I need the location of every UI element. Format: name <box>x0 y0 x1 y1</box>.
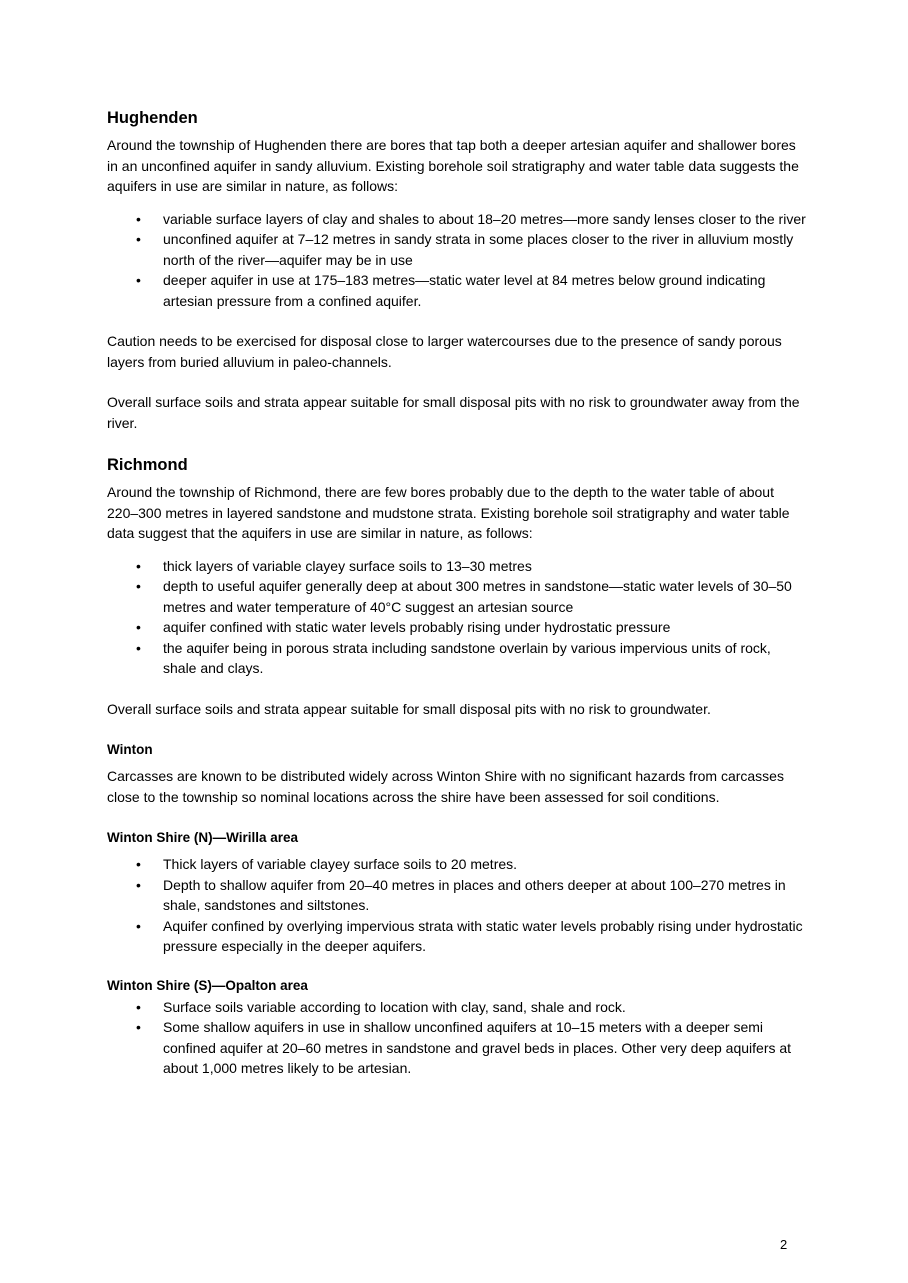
winton-north-bullet-list <box>107 854 807 957</box>
hughenden-intro: Around the township of Hughenden there are bores that tap both a deeper artesian aquifer and shallower bores in an unconfined aquifer in sandy alluvium. Existing borehole soil stratigraphy and water table data suggests the aquifers in use are similar in nature, as follows: <box>107 137 799 194</box>
hughenden-caution: Caution needs to be exercised for disposal close to larger watercourses due to the presence of sandy porous layers from buried alluvium in paleo-channels. <box>107 333 782 370</box>
winton-south-bullet-list <box>107 997 807 1079</box>
subsection-heading-winton-north: Winton Shire (N)—Wirilla area <box>107 830 299 845</box>
subsection-heading-winton-south: Winton Shire (S)—Opalton area <box>107 977 308 993</box>
list-item: • Surface soils variable according to location with clay, sand, shale and rock. <box>107 997 807 1018</box>
list-item: • variable surface layers of clay and shales to about 18–20 metres—more sandy lenses closer to the river <box>107 209 807 230</box>
list-item: • thick layers of variable clayey surface soils to 13–30 metres <box>107 556 807 577</box>
section-heading-winton: Winton <box>107 742 153 757</box>
list-item: • Aquifer confined by overlying impervious strata with static water levels probably rising under hydrostatic pressure especially in the deeper aquifers. <box>107 916 807 957</box>
list-item: • the aquifer being in porous strata including sandstone overlain by various impervious units of rock, shale and clays. <box>107 638 807 679</box>
section-heading-hughenden: Hughenden <box>107 109 198 127</box>
winton-intro: Carcasses are known to be distributed widely across Winton Shire with no significant hazards from carcasses close to the township so nominal locations across the shire have been assessed for soil conditions. <box>107 768 784 805</box>
list-item: • Thick layers of variable clayey surface soils to 20 metres. <box>107 854 807 875</box>
section-heading-richmond: Richmond <box>107 456 188 474</box>
document-page <box>107 108 807 1079</box>
hughenden-bullet-list <box>107 209 807 312</box>
list-item: • Some shallow aquifers in use in shallow unconfined aquifers at 10–15 meters with a deeper semi confined aquifer at 20–60 metres in sandstone and gravel beds in places. Other very deep aquifers at about 1,000 metres likely to be artesian. <box>107 1017 807 1079</box>
page-number: 2 <box>780 1237 788 1252</box>
richmond-bullet-list <box>107 556 807 679</box>
list-item: • deeper aquifer in use at 175–183 metres—static water level at 84 metres below ground indicating artesian pressure from a confined aquifer. <box>107 270 807 311</box>
richmond-overall: Overall surface soils and strata appear suitable for small disposal pits with no risk to groundwater. <box>107 700 711 717</box>
list-item: • aquifer confined with static water levels probably rising under hydrostatic pressure <box>107 617 807 638</box>
richmond-intro: Around the township of Richmond, there are few bores probably due to the depth to the water table of about 220–300 metres in layered sandstone and mudstone strata. Existing borehole soil stratigraphy and water table data suggest that the aquifers in use are similar in nature, as follows: <box>107 484 790 541</box>
list-item: • unconfined aquifer at 7–12 metres in sandy strata in some places closer to the river in alluvium mostly north of the river—aquifer may be in use <box>107 229 807 270</box>
hughenden-overall: Overall surface soils and strata appear suitable for small disposal pits with no risk to groundwater away from the river. <box>107 394 800 431</box>
list-item: • depth to useful aquifer generally deep at about 300 metres in sandstone—static water levels of 30–50 metres and water temperature of 40°C suggest an artesian source <box>107 576 807 617</box>
list-item: • Depth to shallow aquifer from 20–40 metres in places and others deeper at about 100–270 metres in shale, sandstones and siltstones. <box>107 875 807 916</box>
